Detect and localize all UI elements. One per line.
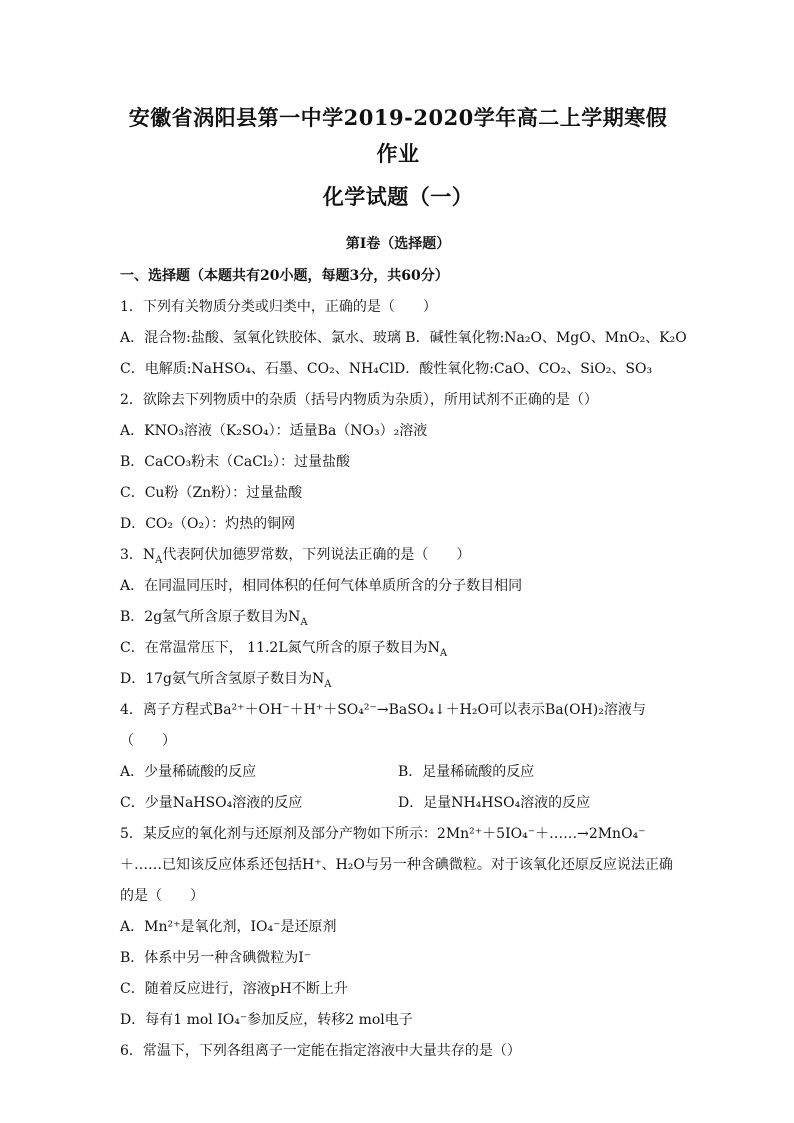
question-2-option-d: D．CO₂（O₂）：灼热的铜网 — [120, 516, 296, 532]
question-6-stem: 6．常温下，下列各组离子一定能在指定溶液中大量共存的是（） — [120, 1043, 521, 1059]
question-3-option-c: C．在常温常压下， 11.2L氮气所含的原子数目为$N_A$ — [120, 640, 448, 659]
document-title-line2: 化学试题（一） — [322, 184, 474, 209]
question-4-options-ab — [120, 757, 676, 788]
question-4-option-a: A．少量稀硫酸的反应 — [120, 764, 257, 780]
question-4-option-b: B．足量稀硫酸的反应 — [398, 764, 535, 780]
question-2-option-b: B．CaCO₃粉末（CaCl₂）：过量盐酸 — [120, 454, 351, 470]
section-title: 第Ⅰ卷（选择题） — [345, 236, 451, 252]
question-3-option-a: A．在同温同压时，相同体积的任何气体单质所含的分子数目相同 — [120, 578, 523, 594]
question-4-options-cd — [120, 788, 676, 819]
question-4-stem-cont: （ ） — [120, 733, 176, 749]
question-5-stem: 5．某反应的氧化剂与还原剂及部分产物如下所示：2Mn²⁺＋5IO₄⁻＋……→2MnO₄⁻ — [120, 826, 646, 842]
question-5-option-d: D．每有1 mol IO₄⁻参加反应，转移2 mol电子 — [120, 1012, 413, 1028]
question-1-stem: 1．下列有关物质分类或归类中，正确的是（ ） — [120, 299, 437, 315]
question-4-stem: 4．离子方程式Ba²⁺＋OH⁻＋H⁺＋SO₄²⁻→BaSO₄↓＋H₂O可以表示Ba(OH)₂溶液与 — [120, 702, 646, 718]
document-title-line1: 安徽省涡阳县第一中学2019-2020学年高二上学期寒假作业 — [128, 105, 668, 166]
question-5-option-b: B．体系中另一种含碘微粒为I⁻ — [120, 950, 312, 966]
part-heading: 一、选择题（本题共有20小题，每题3分，共60分） — [120, 268, 449, 284]
question-2-stem: 2．欲除去下列物质中的杂质（括号内物质为杂质），所用试剂不正确的是（） — [120, 392, 598, 408]
question-5-stem-end: 的是（ ） — [120, 888, 204, 904]
question-3-stem: 3．$N_A$代表阿伏加德罗常数，下列说法正确的是（ ） — [120, 547, 471, 566]
question-3-option-b: B．2g氢气所含原子数目为$N_A$ — [120, 609, 308, 628]
question-1-options-ab: A．混合物:盐酸、氢氧化铁胶体、氯水、玻璃 B．碱性氧化物:Na₂O、MgO、MnO₂、K₂O — [120, 330, 687, 346]
question-4-option-c: C．少量NaHSO₄溶液的反应 — [120, 795, 303, 811]
question-3-option-d: D．17g氨气所含氢原子数目为$N_A$ — [120, 671, 332, 690]
question-2-option-a: A．KNO₃溶液（K₂SO₄）：适量Ba（NO₃）₂溶液 — [120, 423, 428, 439]
question-1-options-cd: C．电解质:NaHSO₄、石墨、CO₂、NH₄ClD．酸性氧化物:CaO、CO₂、SiO₂、SO₃ — [120, 361, 653, 377]
question-2-option-c: C．Cu粉（Zn粉）：过量盐酸 — [120, 485, 303, 501]
question-5-option-a: A．Mn²⁺是氧化剂，IO₄⁻是还原剂 — [120, 919, 337, 935]
question-4-option-d: D．足量NH₄HSO₄溶液的反应 — [398, 795, 591, 811]
question-5-stem-cont: ＋……已知该反应体系还包括H⁺、H₂O与另一种含碘微粒。对于该氧化还原反应说法正确 — [120, 857, 673, 873]
question-5-option-c: C．随着反应进行，溶液pH不断上升 — [120, 981, 348, 997]
